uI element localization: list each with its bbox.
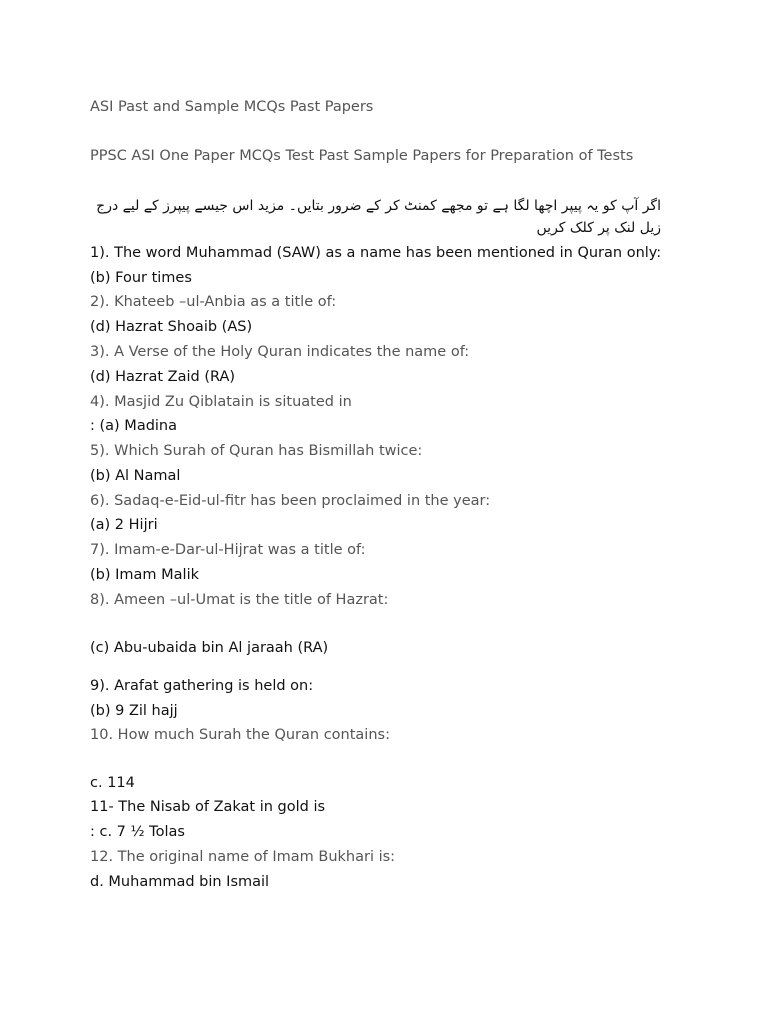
answer-4: : (a) Madina <box>90 418 178 434</box>
question-6: 6). Sadaq-e-Eid-ul-fitr has been proclaimed in the year: <box>90 493 491 509</box>
answer-5: (b) Al Namal <box>90 468 181 484</box>
question-10: 10. How much Surah the Quran contains: <box>90 727 390 743</box>
answer-7: (b) Imam Malik <box>90 567 199 583</box>
question-11: 11- The Nisab of Zakat in gold is <box>90 799 326 815</box>
answer-6: (a) 2 Hijri <box>90 517 158 533</box>
question-8: 8). Ameen –ul-Umat is the title of Hazrat: <box>90 592 389 608</box>
urdu-note-line-1: اگر آپ کو یہ پیپر اچھا لگا ہے تو مجھے کمنٹ کر کے ضرور بتایں۔ مزید اس جیسے پیپرز کے لیے درج <box>96 198 661 214</box>
question-4: 4). Masjid Zu Qiblatain is situated in <box>90 394 352 410</box>
document-title: ASI Past and Sample MCQs Past Papers <box>90 99 374 115</box>
answer-1: (b) Four times <box>90 270 192 286</box>
question-12: 12. The original name of Imam Bukhari is: <box>90 849 396 865</box>
answer-2: (d) Hazrat Shoaib (AS) <box>90 319 253 335</box>
answer-8: (c) Abu-ubaida bin Al jaraah (RA) <box>90 640 329 656</box>
question-3: 3). A Verse of the Holy Quran indicates the name of: <box>90 344 470 360</box>
question-7: 7). Imam-e-Dar-ul-Hijrat was a title of: <box>90 542 366 558</box>
urdu-note-line-2: زیل لنک پر کلک کریں <box>536 220 661 236</box>
question-5: 5). Which Surah of Quran has Bismillah twice: <box>90 443 423 459</box>
answer-9: (b) 9 Zil hajj <box>90 703 178 719</box>
answer-3: (d) Hazrat Zaid (RA) <box>90 369 236 385</box>
document-subtitle: PPSC ASI One Paper MCQs Test Past Sample Papers for Preparation of Tests <box>90 148 634 164</box>
question-9: 9). Arafat gathering is held on: <box>90 678 314 694</box>
answer-10: c. 114 <box>90 775 135 791</box>
answer-12: d. Muhammad bin Ismail <box>90 874 270 890</box>
question-2: 2). Khateeb –ul-Anbia as a title of: <box>90 294 337 310</box>
question-1: 1). The word Muhammad (SAW) as a name has been mentioned in Quran only: <box>90 245 662 261</box>
answer-11: : c. 7 ½ Tolas <box>90 824 185 840</box>
